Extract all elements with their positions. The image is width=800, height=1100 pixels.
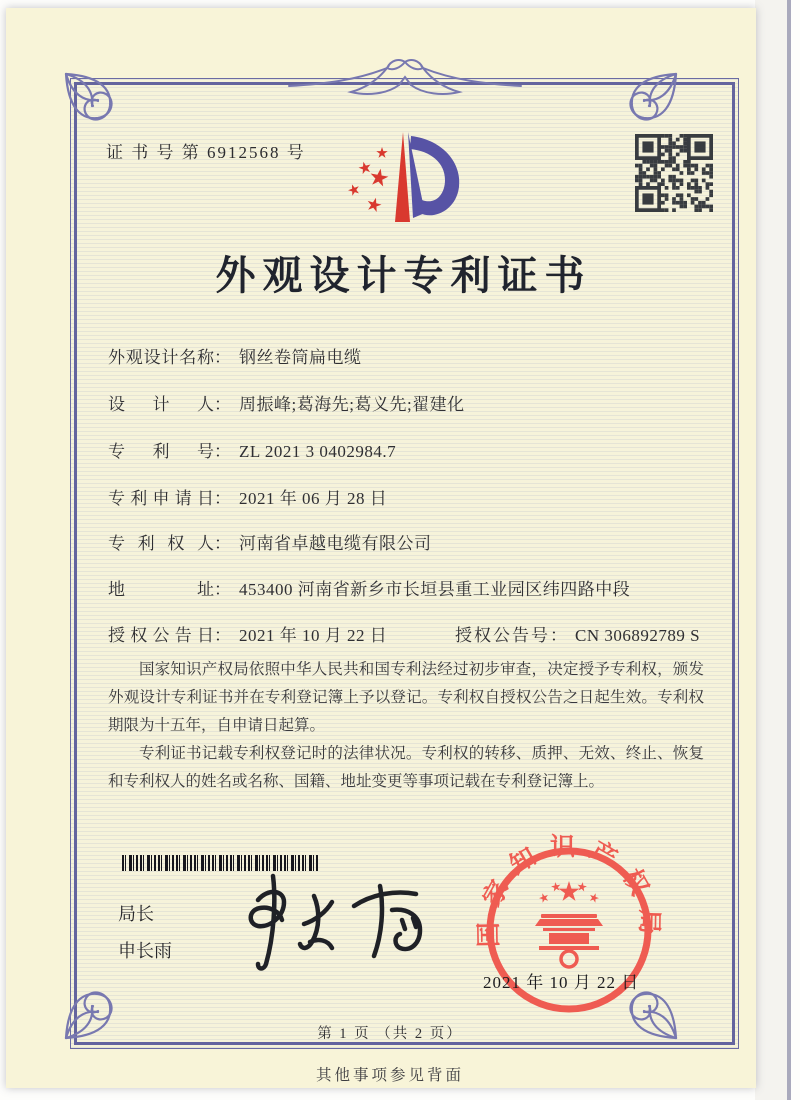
colon: ： xyxy=(214,626,231,645)
field-value: 河南省卓越电缆有限公司 xyxy=(239,534,432,553)
certificate-title: 外观设计专利证书 xyxy=(215,253,592,298)
page-indicator: 第 1 页 （共 2 页） xyxy=(317,1026,463,1042)
field-label: 授权公告日 xyxy=(108,626,214,645)
qr-code xyxy=(635,134,713,212)
cnipa-logo-icon xyxy=(332,118,472,236)
field-value: CN 306892789 S xyxy=(575,626,701,645)
legal-paragraph-2: 专利证书记载专利权登记时的法律状况。专利权的转移、质押、无效、终止、恢复和专利权人的姓名或名称、国籍、地址变更等事项记载在专利登记簿上。 xyxy=(108,745,704,790)
reverse-side-note: 其他事项参见背面 xyxy=(315,1067,464,1084)
field-designers xyxy=(108,390,465,415)
colon: ： xyxy=(214,395,231,414)
field-label: 授权公告号 xyxy=(455,626,550,645)
director-signature xyxy=(218,866,448,976)
field-label: 专利申请日 xyxy=(108,489,214,508)
field-label: 设计人 xyxy=(108,395,214,414)
colon: ： xyxy=(214,534,231,553)
field-label: 专利号 xyxy=(108,442,214,461)
field-patent-number xyxy=(108,437,396,462)
legal-paragraph-1: 国家知识产权局依照中华人民共和国专利法经过初步审查，决定授予专利权，颁发外观设计专利证书并在专利登记簿上予以登记。专利权自授权公告之日起生效。专利权期限为十五年，自申请日起算。 xyxy=(108,661,704,734)
director-block xyxy=(118,896,172,970)
field-grant-date xyxy=(108,621,387,646)
field-value: 2021 年 10 月 22 日 xyxy=(239,626,388,645)
field-value: 453400 河南省新乡市长垣县重工业园区纬四路中段 xyxy=(239,580,631,599)
colon: ： xyxy=(214,489,231,508)
seal-text: 国家知识产权局 xyxy=(475,834,663,948)
field-patentee xyxy=(108,529,432,554)
field-label: 地址 xyxy=(108,580,214,599)
field-label: 专利权人 xyxy=(108,534,214,553)
director-title: 局长 xyxy=(118,904,154,924)
colon: ： xyxy=(214,348,231,367)
cnipa-seal xyxy=(469,830,669,1030)
certificate-sheet xyxy=(6,8,756,1088)
field-label: 外观设计名称 xyxy=(108,348,214,367)
field-filing-date xyxy=(108,484,387,509)
colon: ： xyxy=(550,626,567,645)
colon: ： xyxy=(214,580,231,599)
national-emblem-icon xyxy=(535,881,603,967)
scan-edge-line xyxy=(787,0,791,1100)
field-address xyxy=(108,575,630,600)
certificate-number: 证 书 号 第 6912568 号 xyxy=(106,143,306,162)
field-value: ZL 2021 3 0402984.7 xyxy=(239,442,397,461)
director-name: 申长雨 xyxy=(118,941,172,961)
seal-date: 2021 年 10 月 22 日 xyxy=(483,973,640,992)
scan-margin xyxy=(755,0,787,1100)
legal-text xyxy=(108,656,704,796)
field-value: 2021 年 06 月 28 日 xyxy=(239,489,388,508)
field-value: 周振峰;葛海先;葛义先;翟建化 xyxy=(239,395,465,414)
field-design-name xyxy=(108,343,362,368)
colon: ： xyxy=(214,442,231,461)
field-value: 钢丝卷筒扁电缆 xyxy=(239,348,362,367)
field-grant-number xyxy=(455,621,700,646)
